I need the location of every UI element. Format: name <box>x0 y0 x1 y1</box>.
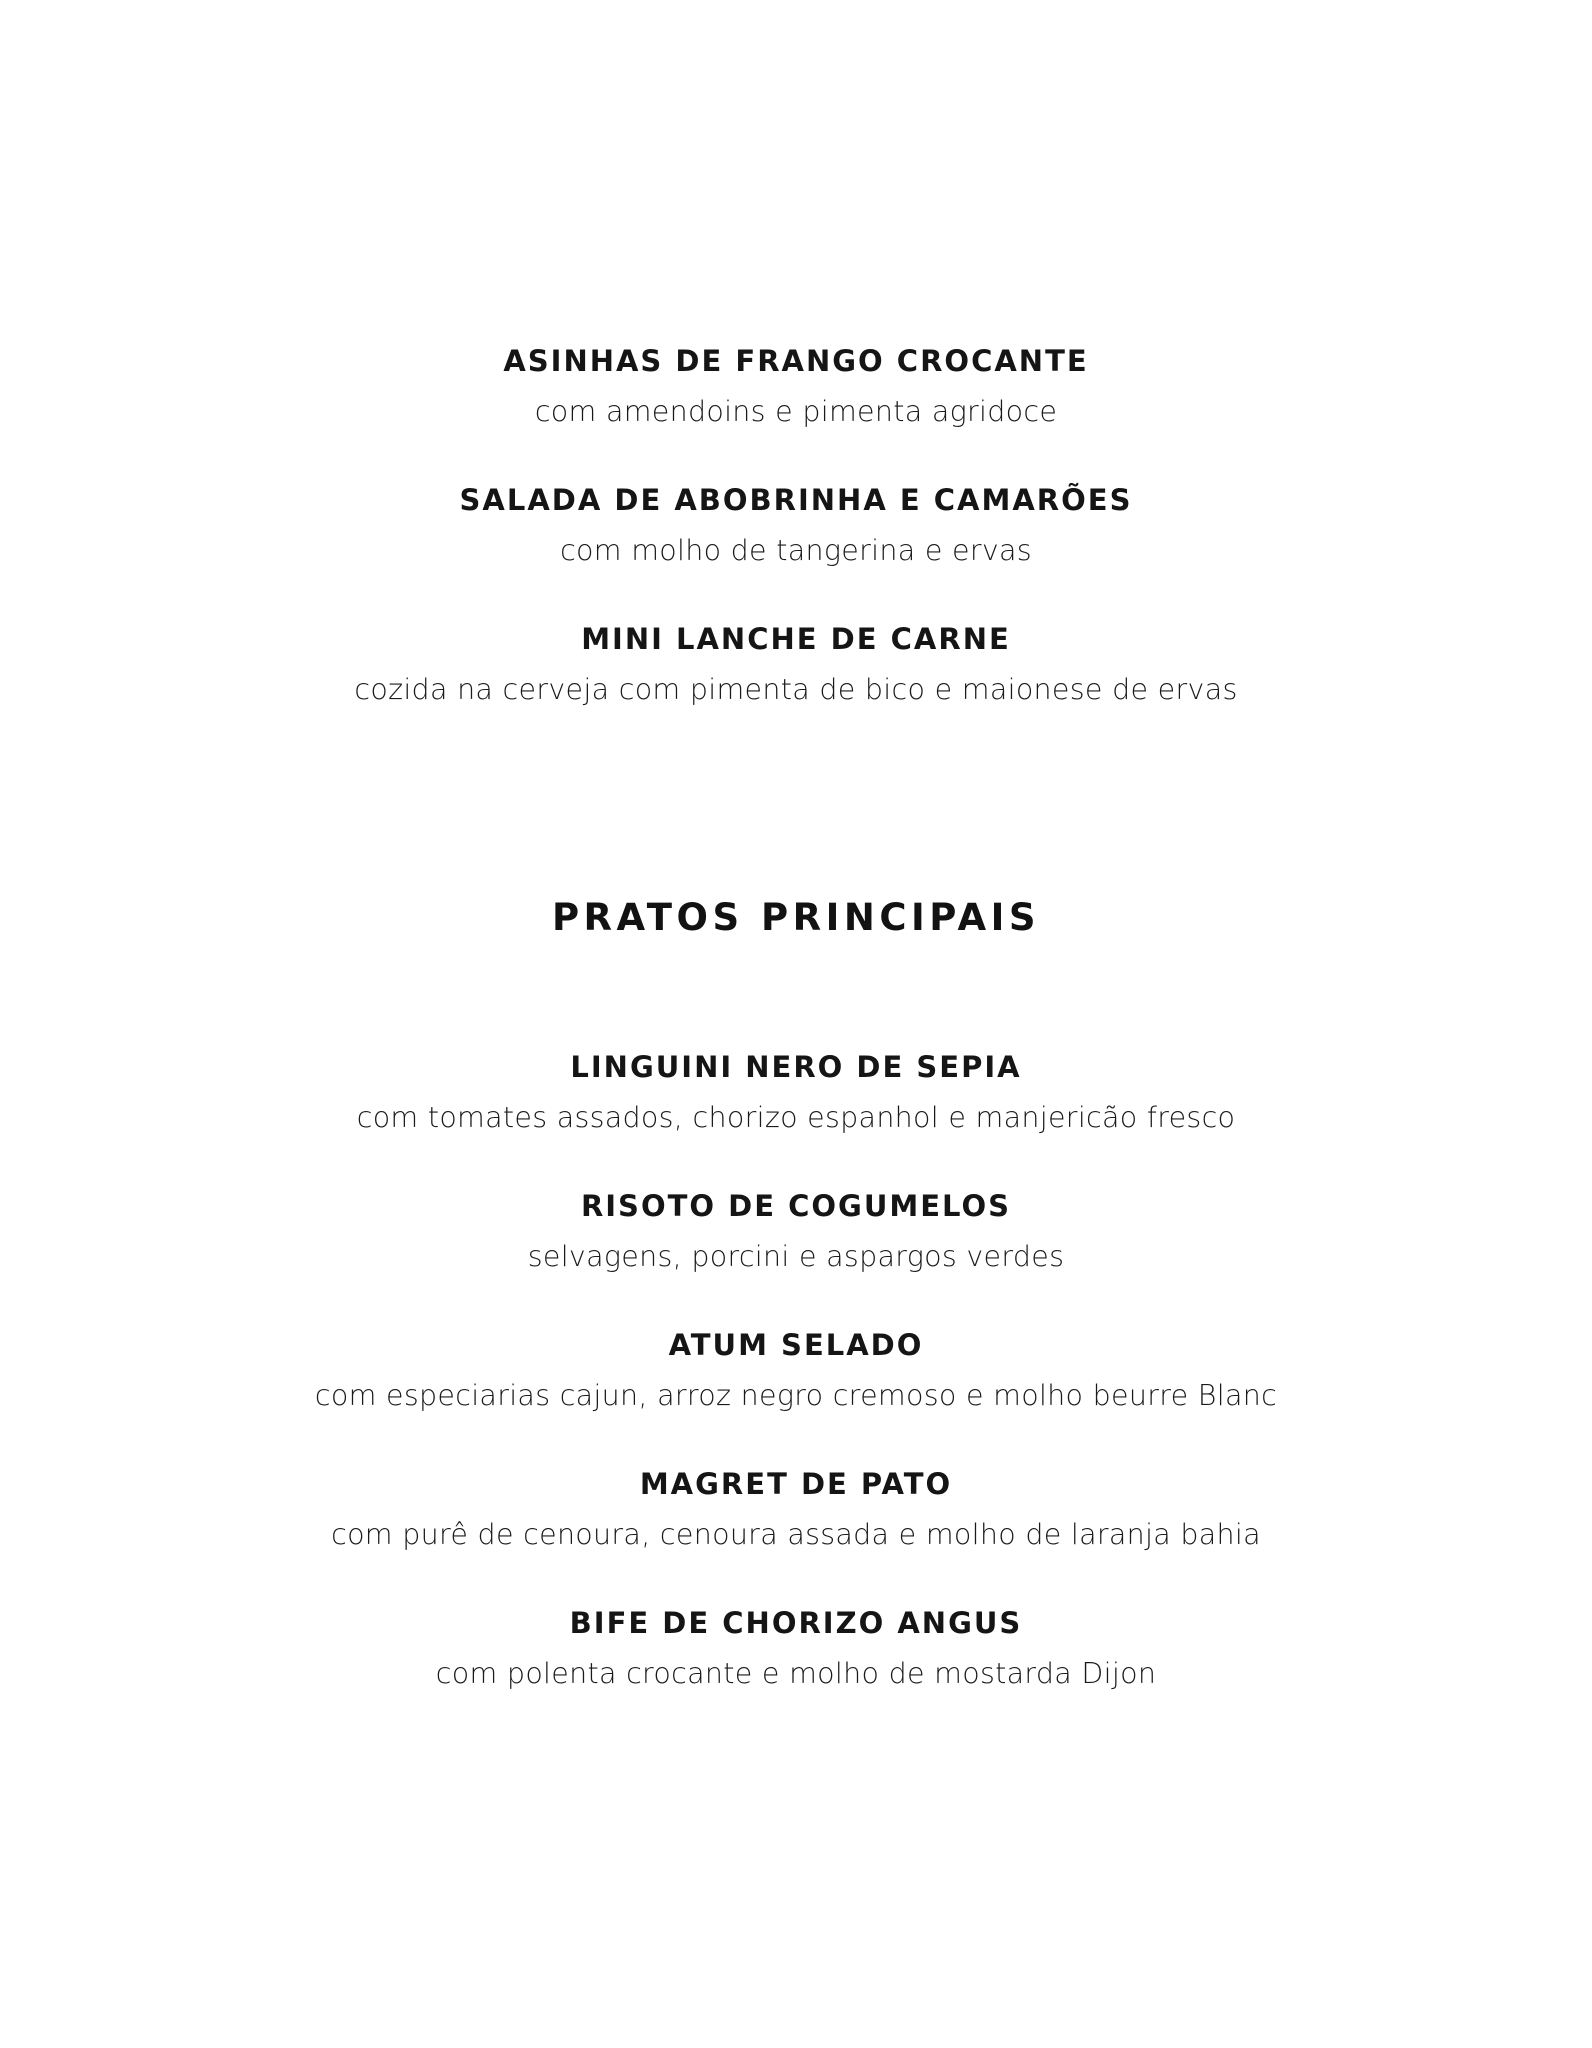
dish-name-tuna: ATUM SELADO <box>668 1328 924 1362</box>
dish-name-mini-sandwich: MINI LANCHE DE CARNE <box>581 622 1011 656</box>
dish-description-chicken-wings: com amendoins e pimenta agridoce <box>534 395 1058 428</box>
section-title-mains: PRATOS PRINCIPAIS <box>551 896 1041 939</box>
dish-description-duck: com purê de cenoura, cenoura assada e molho de laranja bahia <box>331 1518 1261 1551</box>
dish-name-duck: MAGRET DE PATO <box>639 1467 953 1501</box>
dish-name-zucchini-salad: SALADA DE ABOBRINHA E CAMARÕES <box>459 483 1133 517</box>
dish-name-steak: BIFE DE CHORIZO ANGUS <box>569 1606 1023 1640</box>
dish-description-linguini: com tomates assados, chorizo espanhol e manjericão fresco <box>356 1101 1236 1134</box>
dish-description-mini-sandwich: cozida na cerveja com pimenta de bico e maionese de ervas <box>354 673 1238 706</box>
dish-description-zucchini-salad: com molho de tangerina e ervas <box>560 534 1032 567</box>
dish-description-risotto: selvagens, porcini e aspargos verdes <box>527 1240 1065 1273</box>
dish-name-chicken-wings: ASINHAS DE FRANGO CROCANTE <box>503 344 1089 378</box>
dish-description-steak: com polenta crocante e molho de mostarda Dijon <box>435 1657 1157 1690</box>
dish-name-risotto: RISOTO DE COGUMELOS <box>580 1189 1012 1223</box>
dish-name-linguini: LINGUINI NERO DE SEPIA <box>570 1050 1022 1084</box>
dish-description-tuna: com especiarias cajun, arroz negro cremoso e molho beurre Blanc <box>314 1379 1278 1412</box>
